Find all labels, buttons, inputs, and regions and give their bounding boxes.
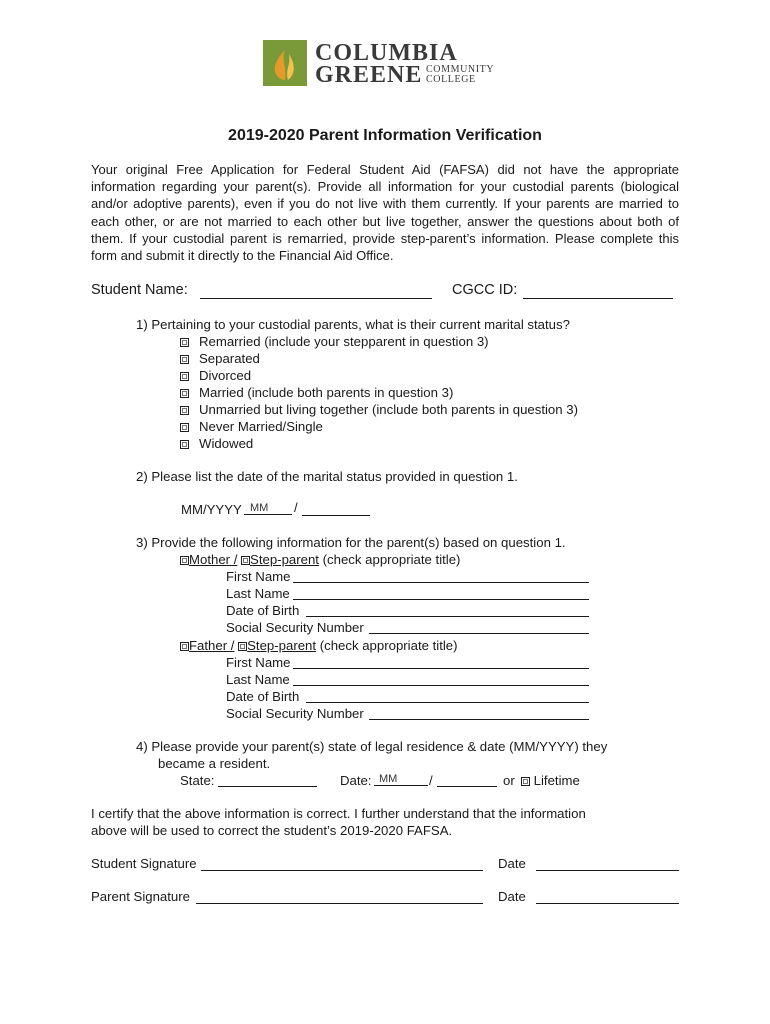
checkbox-icon[interactable] [521,777,530,786]
student-name-field[interactable] [200,298,432,299]
checkbox-icon[interactable] [180,389,189,398]
certify-line-1: I certify that the above information is correct. I further understand that the information [91,806,586,821]
parent2-last-name-label: Last Name [226,672,290,687]
parent-signature-field[interactable] [196,903,483,904]
student-date-label: Date [498,856,526,871]
residence-date-slash: / [429,773,433,788]
parent-date-field[interactable] [536,903,679,904]
parent1-ssn-label: Social Security Number [226,620,364,635]
date-slash: / [294,500,298,515]
student-name-label: Student Name: [91,282,188,298]
question-2-text: 2) Please list the date of the marital status provided in question 1. [136,469,518,484]
parent1-last-name-label: Last Name [226,586,290,601]
student-signature-label: Student Signature [91,856,197,871]
parent1-dob-field[interactable] [306,616,589,617]
or-label: or [503,773,515,788]
residence-date-month-field[interactable]: MM [374,773,428,786]
student-date-field[interactable] [536,870,679,871]
parent2-ssn-field[interactable] [369,719,589,720]
student-signature-field[interactable] [201,870,483,871]
parent1-last-name-field[interactable] [293,599,589,600]
question-4-text-line2: became a resident. [158,756,271,771]
residence-date-label: Date: [340,773,372,788]
certify-line-2: above will be used to correct the student’s 2019-2020 FAFSA. [91,823,453,838]
lifetime-option[interactable]: Lifetime [521,772,580,789]
checkbox-icon[interactable] [180,338,189,347]
question-4-text-line1: 4) Please provide your parent(s) state of legal residence & date (MM/YYYY) they [136,739,608,754]
parent1-first-name-field[interactable] [293,582,589,583]
flame-logo-icon [263,40,307,86]
logo-text-community: COMMUNITY [426,64,495,75]
checkbox-icon[interactable] [180,556,189,565]
logo-text-columbia: COLUMBIA [315,40,458,66]
father-title-row: Father / Step-parent (check appropriate title) [180,637,458,654]
cgcc-id-field[interactable] [523,298,673,299]
mother-title-row: Mother / Step-parent (check appropriate title) [180,551,460,568]
parent2-dob-field[interactable] [306,702,589,703]
parent2-ssn-label: Social Security Number [226,706,364,721]
question-1-text: 1) Pertaining to your custodial parents, what is their current marital status? [136,317,570,332]
checkbox-icon[interactable] [180,355,189,364]
checkbox-icon[interactable] [180,372,189,381]
cgcc-id-label: CGCC ID: [452,282,518,298]
option-unmarried-living-together[interactable]: Unmarried but living together (include both parents in question 3) [180,401,578,418]
parent1-ssn-field[interactable] [369,633,589,634]
mm-yyyy-label: MM/YYYY [181,502,242,517]
parent-signature-label: Parent Signature [91,889,190,904]
parent1-dob-label: Date of Birth [226,603,300,618]
option-widowed[interactable]: Widowed [180,435,253,452]
residence-date-year-field[interactable] [437,786,497,787]
checkbox-icon[interactable] [180,423,189,432]
parent2-first-name-field[interactable] [293,668,589,669]
marital-date-month-field[interactable]: MM [244,502,292,515]
option-divorced[interactable]: Divorced [180,367,251,384]
checkbox-icon[interactable] [180,642,189,651]
checkbox-icon[interactable] [241,556,250,565]
parent2-first-name-label: First Name [226,655,291,670]
option-separated[interactable]: Separated [180,350,260,367]
option-never-married[interactable]: Never Married/Single [180,418,323,435]
intro-paragraph: Your original Free Application for Federal Student Aid (FAFSA) did not have the appropriate information regarding your parent(s). Provide all information for your custodial parents (biological and/or adoptive parents), even if you do not live with them currently. If your parents are married to each other, or are not married to each other but live together, answer the questions about both of them. If your custodial parent is remarried, provide step-parent’s information. Please complete this form and submit it directly to the Financial Aid Office. [91,162,679,264]
marital-date-year-field[interactable] [302,515,370,516]
parent-date-label: Date [498,889,526,904]
page-title: 2019-2020 Parent Information Verification [228,127,542,144]
option-married[interactable]: Married (include both parents in question 3) [180,384,453,401]
checkbox-icon[interactable] [180,406,189,415]
college-logo [263,40,508,88]
parent2-dob-label: Date of Birth [226,689,300,704]
parent1-first-name-label: First Name [226,569,291,584]
option-remarried[interactable]: Remarried (include your stepparent in question 3) [180,333,489,350]
logo-text-greene: GREENE [315,62,423,88]
state-field[interactable] [218,786,317,787]
checkbox-icon[interactable] [180,440,189,449]
checkbox-icon[interactable] [238,642,247,651]
logo-text-college: COLLEGE [426,74,476,85]
question-3-text: 3) Provide the following information for the parent(s) based on question 1. [136,535,566,550]
state-label: State: [180,773,215,788]
parent2-last-name-field[interactable] [293,685,589,686]
